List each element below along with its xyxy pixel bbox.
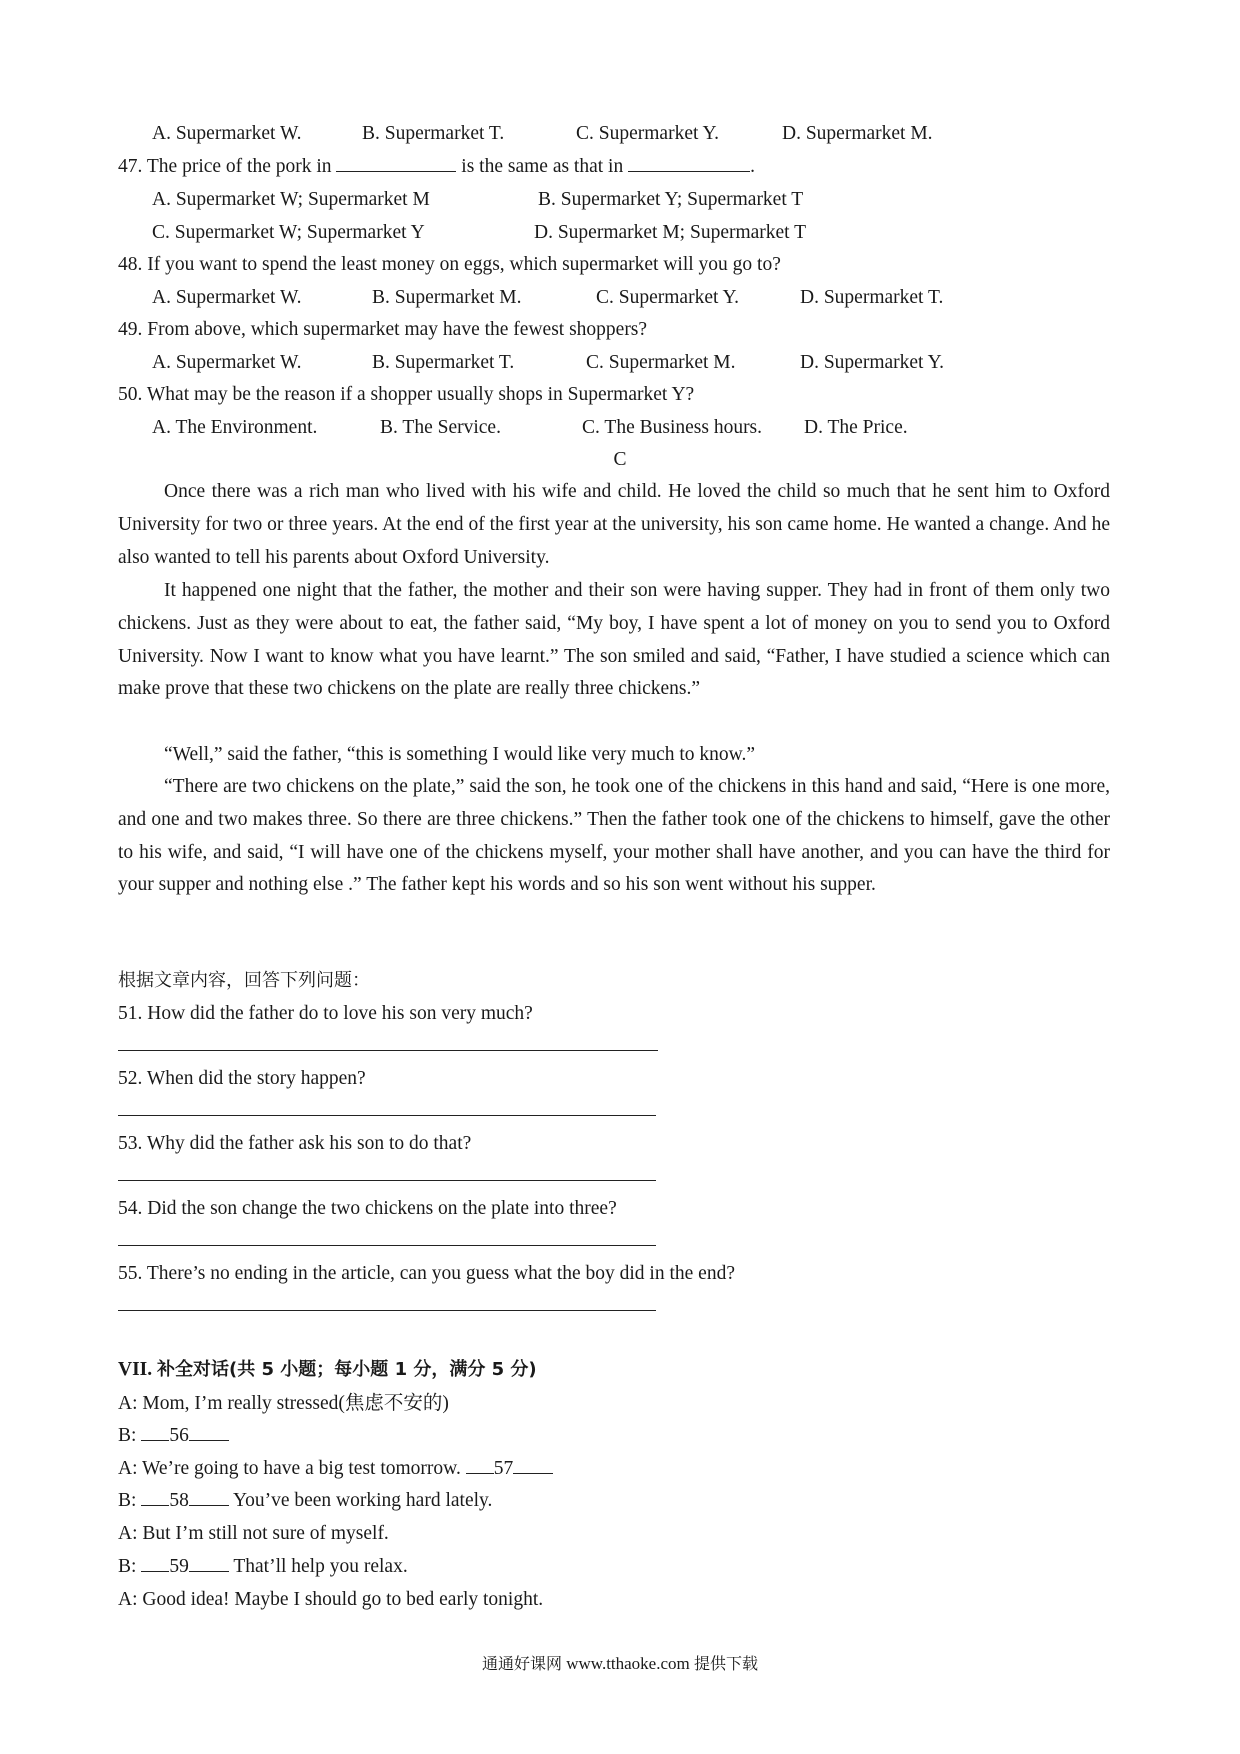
q46-option-a: A. Supermarket W.	[152, 123, 302, 144]
dialogue-text: Good idea! Maybe I should go to bed early tonight.	[142, 1589, 544, 1610]
blank-left	[466, 1455, 494, 1474]
q50-option-d: D. The Price.	[804, 417, 908, 438]
q47-prefix: 47. The price of the pork in	[118, 156, 332, 177]
blank-right	[189, 1422, 229, 1441]
q48-option-b: B. Supermarket M.	[372, 287, 522, 308]
q49-option-b: B. Supermarket T.	[372, 352, 515, 373]
speaker: A:	[118, 1589, 138, 1610]
passage-heading: C	[613, 449, 627, 470]
q48-option-d: D. Supermarket T.	[800, 287, 944, 308]
footer-action: 提供下载	[694, 1654, 759, 1673]
q48-option-c: C. Supermarket Y.	[596, 287, 739, 308]
q54-question: 54. Did the son change the two chickens on the plate into three?	[118, 1198, 617, 1219]
q47-option-d: D. Supermarket M; Supermarket T	[534, 222, 807, 243]
answer-instruction: 根据文章内容，回答下列问题：	[118, 970, 370, 991]
q50-question: 50. What may be the reason if a shopper usually shops in Supermarket Y?	[118, 384, 695, 405]
q49-option-d: D. Supermarket Y.	[800, 352, 945, 373]
q52-question: 52. When did the story happen?	[118, 1068, 366, 1089]
speaker: A:	[118, 1523, 138, 1544]
q47-option-a: A. Supermarket W; Supermarket M	[152, 189, 430, 210]
q47-blank-1	[336, 153, 456, 172]
q46-option-d: D. Supermarket M.	[782, 123, 933, 144]
blank-number-57[interactable]: 57	[493, 1458, 514, 1479]
q48-question: 48. If you want to spend the least money on eggs, which supermarket will you go to?	[118, 254, 781, 275]
dialogue-line-2	[118, 1422, 229, 1450]
speaker: A:	[118, 1393, 138, 1414]
blank-right	[189, 1553, 229, 1572]
dialogue-line-4	[118, 1487, 492, 1515]
speaker: B:	[118, 1490, 137, 1511]
q49-option-a: A. Supermarket W.	[152, 352, 302, 373]
q54-answer-line[interactable]	[118, 1245, 656, 1246]
dialogue-section-heading: 补全对话(共 5 小题；每小题 1 分，满分 5 分)	[157, 1359, 537, 1380]
blank-number-59[interactable]: 59	[169, 1556, 189, 1577]
dialogue-section-title	[118, 1356, 537, 1384]
q48-option-a: A. Supermarket W.	[152, 287, 302, 308]
blank-left	[141, 1422, 169, 1441]
dialogue-section-number: VII.	[118, 1359, 153, 1380]
q46-option-b: B. Supermarket T.	[362, 123, 505, 144]
q47-blank-2	[628, 153, 750, 172]
q50-option-b: B. The Service.	[380, 417, 501, 438]
q50-option-a: A. The Environment.	[152, 417, 318, 438]
dialogue-text: We’re going to have a big test tomorrow.	[142, 1458, 461, 1479]
blank-right	[513, 1455, 553, 1474]
q53-answer-line[interactable]	[118, 1180, 656, 1181]
footer-site-name: 通通好课网	[481, 1654, 562, 1673]
footer-url[interactable]: www.tthaoke.com	[566, 1654, 690, 1673]
blank-number-58[interactable]: 58	[169, 1490, 189, 1511]
q51-question: 51. How did the father do to love his son very much?	[118, 1003, 533, 1024]
speaker: B:	[118, 1556, 137, 1577]
dialogue-text: But I’m still not sure of myself.	[142, 1523, 389, 1544]
q49-question: 49. From above, which supermarket may have the fewest shoppers?	[118, 319, 648, 340]
q49-option-c: C. Supermarket M.	[586, 352, 736, 373]
blank-left	[141, 1487, 169, 1506]
q47-end: .	[750, 156, 755, 177]
blank-left	[141, 1553, 169, 1572]
dialogue-line-7	[118, 1586, 543, 1614]
page-footer	[0, 1652, 1240, 1676]
passage-paragraph-2: It happened one night that the father, the mother and their son were having supper. They had in front of them only two chickens. Just as they were about to eat, the father said, “My boy, I have spent a lot of money on you to send you to Oxford University. Now I want to know what you have learnt.” The son smiled and said, “Father, I have studied a science which can make prove that these two chickens on the plate are really three chickens.”	[118, 580, 1110, 700]
passage-paragraph-3: “Well,” said the father, “this is something I would like very much to know.”	[164, 744, 755, 765]
passage-paragraph-1: Once there was a rich man who lived with his wife and child. He loved the child so much that he sent him to Oxford University for two or three years. At the end of the first year at the university, his son came home. He wanted a change. And he also wanted to tell his parents about Oxford University.	[118, 481, 1110, 568]
blank-number-56[interactable]: 56	[169, 1425, 189, 1446]
blank-right	[189, 1487, 229, 1506]
dialogue-line-5	[118, 1520, 389, 1548]
q46-option-c: C. Supermarket Y.	[576, 123, 719, 144]
passage-paragraph-4: “There are two chickens on the plate,” said the son, he took one of the chickens in this hand and said, “Here is one more, and one and two makes three. So there are three chickens.” Then the father took one of the chickens to himself, gave the other to his wife, and said, “I will have one of the chickens myself, your mother shall have another, and you can have the third for your supper and nothing else .” The father kept his words and so his son went without his supper.	[118, 776, 1110, 896]
q47-option-b: B. Supermarket Y; Supermarket T	[538, 189, 804, 210]
q50-option-c: C. The Business hours.	[582, 417, 763, 438]
speaker: A:	[118, 1458, 138, 1479]
q55-question: 55. There’s no ending in the article, can you guess what the boy did in the end?	[118, 1263, 735, 1284]
q55-answer-line[interactable]	[118, 1310, 656, 1311]
q51-answer-line[interactable]	[118, 1050, 658, 1051]
q47-middle: is the same as that in	[461, 156, 624, 177]
dialogue-line-3	[118, 1455, 553, 1483]
q53-question: 53. Why did the father ask his son to do that?	[118, 1133, 472, 1154]
dialogue-text: You’ve been working hard lately.	[232, 1490, 493, 1511]
dialogue-line-6	[118, 1553, 408, 1581]
dialogue-text: Mom, I’m really stressed(焦虑不安的)	[142, 1393, 449, 1414]
speaker: B:	[118, 1425, 137, 1446]
q52-answer-line[interactable]	[118, 1115, 656, 1116]
dialogue-line-1	[118, 1390, 449, 1418]
q47-option-c: C. Supermarket W; Supermarket Y	[152, 222, 425, 243]
dialogue-text: That’ll help you relax.	[233, 1556, 408, 1577]
q47-question	[118, 153, 755, 181]
